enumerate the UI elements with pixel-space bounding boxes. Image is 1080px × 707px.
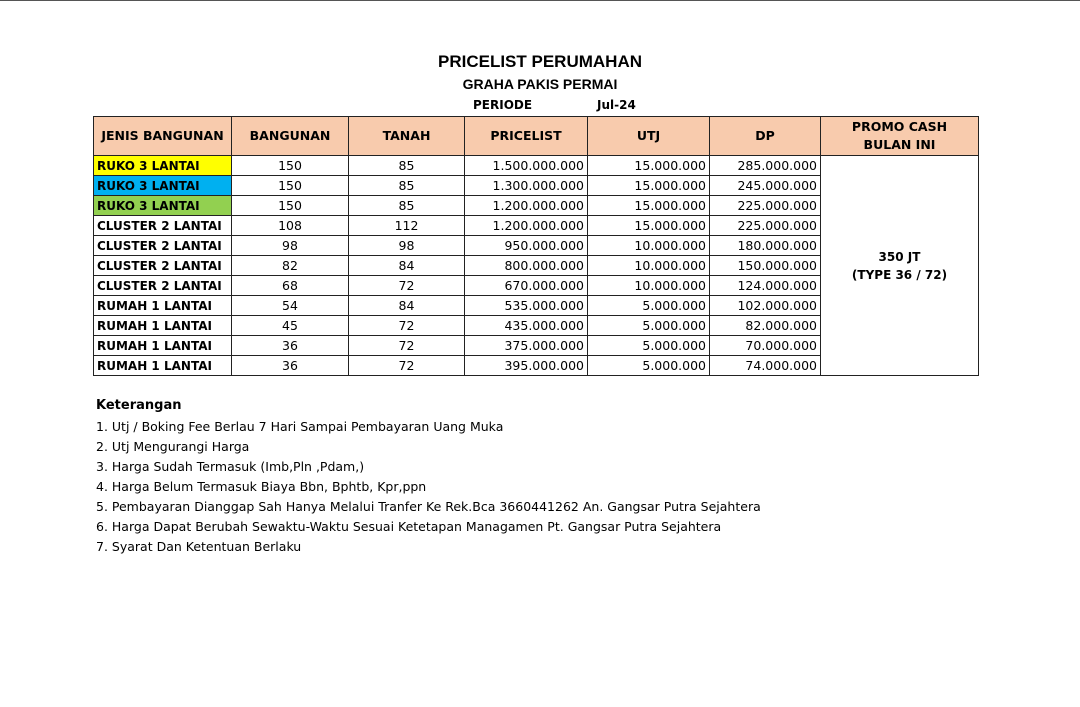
cell-pricelist: 375.000.000 bbox=[465, 336, 588, 356]
cell-tanah: 84 bbox=[349, 296, 465, 316]
cell-dp: 124.000.000 bbox=[710, 276, 821, 296]
cell-jenis-bangunan: RUKO 3 LANTAI bbox=[94, 176, 232, 196]
cell-utj: 15.000.000 bbox=[588, 176, 710, 196]
cell-dp: 245.000.000 bbox=[710, 176, 821, 196]
page-subtitle: GRAHA PAKIS PERMAI bbox=[462, 76, 618, 92]
col-header-promo bbox=[821, 117, 979, 156]
cell-bangunan: 98 bbox=[232, 236, 349, 256]
cell-tanah: 85 bbox=[349, 156, 465, 176]
promo-price: 350 JT bbox=[878, 249, 921, 264]
cell-utj: 10.000.000 bbox=[588, 276, 710, 296]
cell-pricelist: 1.200.000.000 bbox=[465, 196, 588, 216]
cell-dp: 70.000.000 bbox=[710, 336, 821, 356]
note-item: 1. Utj / Boking Fee Berlau 7 Hari Sampai Pembayaran Uang Muka bbox=[96, 419, 504, 434]
notes-heading: Keterangan bbox=[96, 398, 182, 413]
cell-bangunan: 82 bbox=[232, 256, 349, 276]
cell-jenis-bangunan: CLUSTER 2 LANTAI bbox=[94, 276, 232, 296]
cell-bangunan: 150 bbox=[232, 156, 349, 176]
note-item: 2. Utj Mengurangi Harga bbox=[96, 439, 250, 454]
cell-jenis-bangunan: CLUSTER 2 LANTAI bbox=[94, 216, 232, 236]
cell-tanah: 72 bbox=[349, 316, 465, 336]
promo-header-line1: PROMO CASH bbox=[851, 119, 948, 134]
cell-dp: 82.000.000 bbox=[710, 316, 821, 336]
cell-pricelist: 435.000.000 bbox=[465, 316, 588, 336]
col-header-jenis: JENIS BANGUNAN bbox=[94, 117, 232, 156]
col-header-pricelist: PRICELIST bbox=[465, 117, 588, 156]
cell-tanah: 85 bbox=[349, 196, 465, 216]
cell-jenis-bangunan: RUMAH 1 LANTAI bbox=[94, 296, 232, 316]
cell-bangunan: 36 bbox=[232, 336, 349, 356]
cell-pricelist: 950.000.000 bbox=[465, 236, 588, 256]
note-item: 3. Harga Sudah Termasuk (Imb,Pln ,Pdam,) bbox=[96, 459, 365, 474]
cell-dp: 225.000.000 bbox=[710, 196, 821, 216]
cell-pricelist: 670.000.000 bbox=[465, 276, 588, 296]
table-header-row bbox=[94, 117, 979, 156]
cell-utj: 10.000.000 bbox=[588, 236, 710, 256]
cell-bangunan: 108 bbox=[232, 216, 349, 236]
cell-pricelist: 1.300.000.000 bbox=[465, 176, 588, 196]
cell-jenis-bangunan: RUMAH 1 LANTAI bbox=[94, 356, 232, 376]
note-item: 7. Syarat Dan Ketentuan Berlaku bbox=[96, 539, 302, 554]
cell-utj: 10.000.000 bbox=[588, 256, 710, 276]
notes-list bbox=[96, 417, 761, 557]
periode-value: Jul-24 bbox=[597, 98, 636, 112]
cell-dp: 74.000.000 bbox=[710, 356, 821, 376]
col-header-bangunan: BANGUNAN bbox=[232, 117, 349, 156]
col-header-dp: DP bbox=[710, 117, 821, 156]
cell-pricelist: 1.500.000.000 bbox=[465, 156, 588, 176]
cell-bangunan: 45 bbox=[232, 316, 349, 336]
cell-pricelist: 1.200.000.000 bbox=[465, 216, 588, 236]
promo-cash-cell bbox=[821, 156, 979, 376]
cell-bangunan: 150 bbox=[232, 176, 349, 196]
note-item: 4. Harga Belum Termasuk Biaya Bbn, Bphtb, Kpr,ppn bbox=[96, 479, 427, 494]
cell-jenis-bangunan: RUMAH 1 LANTAI bbox=[94, 316, 232, 336]
cell-utj: 5.000.000 bbox=[588, 336, 710, 356]
cell-pricelist: 800.000.000 bbox=[465, 256, 588, 276]
cell-dp: 102.000.000 bbox=[710, 296, 821, 316]
note-item: 5. Pembayaran Dianggap Sah Hanya Melalui Tranfer Ke Rek.Bca 3660441262 An. Gangsar Putra Sejahtera bbox=[96, 499, 761, 514]
cell-tanah: 72 bbox=[349, 356, 465, 376]
promo-header-line2: BULAN INI bbox=[863, 137, 936, 152]
cell-utj: 15.000.000 bbox=[588, 196, 710, 216]
promo-type: (TYPE 36 / 72) bbox=[851, 267, 948, 282]
note-item: 6. Harga Dapat Berubah Sewaktu-Waktu Sesuai Ketetapan Managamen Pt. Gangsar Putra Sejahtera bbox=[96, 519, 722, 534]
cell-bangunan: 150 bbox=[232, 196, 349, 216]
notes-section bbox=[96, 398, 761, 557]
cell-tanah: 98 bbox=[349, 236, 465, 256]
cell-tanah: 84 bbox=[349, 256, 465, 276]
cell-utj: 15.000.000 bbox=[588, 216, 710, 236]
cell-jenis-bangunan: RUKO 3 LANTAI bbox=[94, 196, 232, 216]
cell-jenis-bangunan: CLUSTER 2 LANTAI bbox=[94, 256, 232, 276]
pricelist-table bbox=[93, 116, 979, 376]
cell-bangunan: 54 bbox=[232, 296, 349, 316]
cell-dp: 225.000.000 bbox=[710, 216, 821, 236]
cell-utj: 15.000.000 bbox=[588, 156, 710, 176]
cell-bangunan: 68 bbox=[232, 276, 349, 296]
page-title: PRICELIST PERUMAHAN bbox=[437, 52, 642, 71]
cell-jenis-bangunan: RUMAH 1 LANTAI bbox=[94, 336, 232, 356]
cell-pricelist: 535.000.000 bbox=[465, 296, 588, 316]
cell-utj: 5.000.000 bbox=[588, 296, 710, 316]
col-header-tanah: TANAH bbox=[349, 117, 465, 156]
cell-tanah: 85 bbox=[349, 176, 465, 196]
cell-tanah: 72 bbox=[349, 336, 465, 356]
cell-bangunan: 36 bbox=[232, 356, 349, 376]
cell-dp: 285.000.000 bbox=[710, 156, 821, 176]
cell-jenis-bangunan: RUKO 3 LANTAI bbox=[94, 156, 232, 176]
cell-utj: 5.000.000 bbox=[588, 356, 710, 376]
cell-pricelist: 395.000.000 bbox=[465, 356, 588, 376]
periode-label: PERIODE bbox=[473, 98, 533, 112]
cell-dp: 150.000.000 bbox=[710, 256, 821, 276]
cell-utj: 5.000.000 bbox=[588, 316, 710, 336]
cell-tanah: 72 bbox=[349, 276, 465, 296]
cell-jenis-bangunan: CLUSTER 2 LANTAI bbox=[94, 236, 232, 256]
top-border-line bbox=[0, 0, 1080, 1]
cell-tanah: 112 bbox=[349, 216, 465, 236]
col-header-utj: UTJ bbox=[588, 117, 710, 156]
cell-dp: 180.000.000 bbox=[710, 236, 821, 256]
table-row bbox=[94, 156, 979, 176]
